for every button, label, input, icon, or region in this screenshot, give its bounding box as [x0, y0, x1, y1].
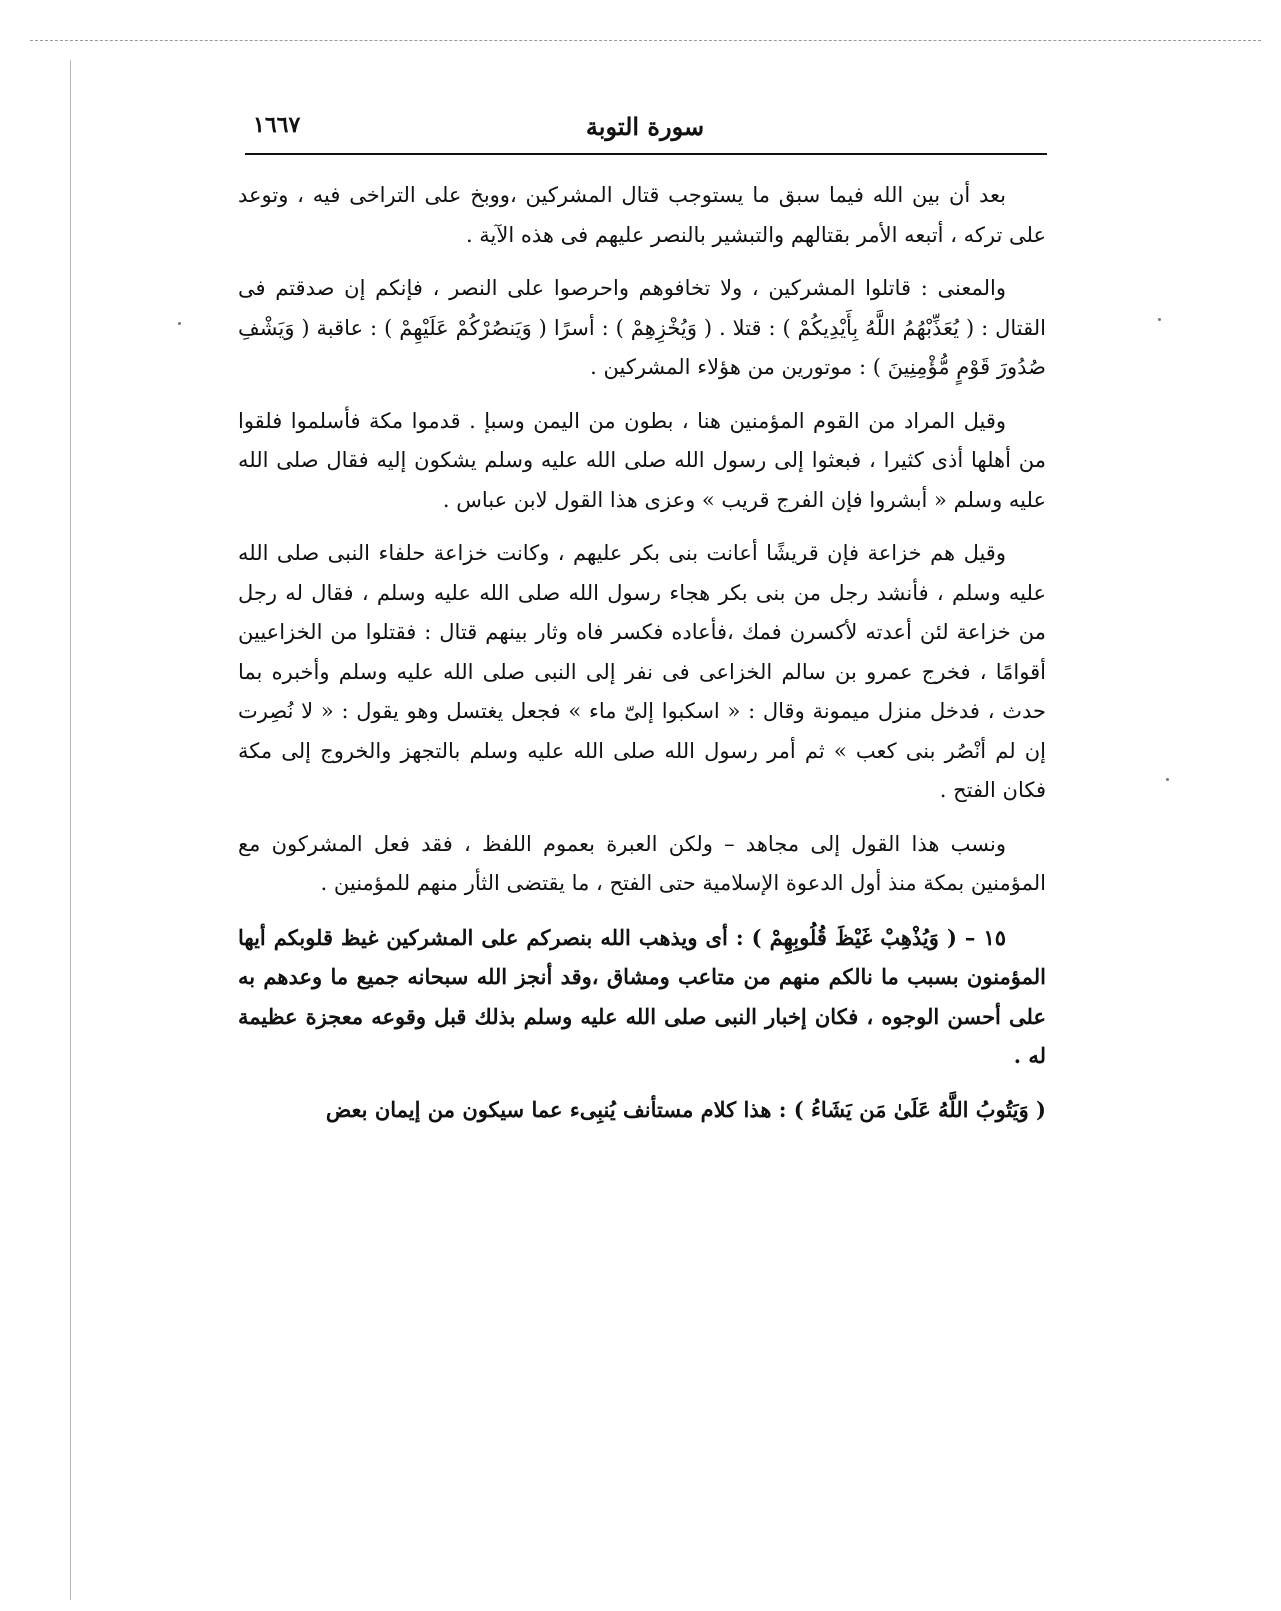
paragraph: والمعنى : قاتلوا المشركين ، ولا تخافوهم واحرصوا على النصر ، فإنكم إن صدقتم فى القتال : ( يُعَذِّبْهُمُ اللَّهُ بِأَيْدِيكُمْ ) : قتلا . ( وَيُخْزِهِمْ ) : أسرًا ( وَيَنصُرْكُمْ عَلَيْهِمْ ) : عاقبة ( وَيَشْفِ صُدُورَ قَوْمٍ مُّؤْمِنِينَ ) : موتورين من هؤلاء المشركين .: [238, 276, 1046, 379]
scan-speck: [1158, 318, 1161, 321]
paragraph: بعد أن بين الله فيما سبق ما يستوجب قتال المشركين ،ووبخ على التراخى فيه ، وتوعد على تركه ، أتبعه الأمر بقتالهم والتبشير بالنصر عليهم فى هذه الآية .: [238, 183, 1046, 247]
page-title: سورة التوبة: [585, 112, 705, 141]
page-header: [245, 108, 1045, 154]
paragraph-continued: ( وَيَتُوبُ اللَّهُ عَلَىٰ مَن يَشَاءُ ) : هذا كلام مستأنف يُنبِىء عما سيكون من إيمان بعض: [325, 1096, 1046, 1122]
header-rule: [245, 153, 1047, 155]
scan-speck: [178, 322, 181, 325]
paragraph: وقيل هم خزاعة فإن قريشًا أعانت بنى بكر عليهم ، وكانت خزاعة حلفاء النبى صلى الله عليه وسلم ، فأنشد رجل من بنى بكر هجاء رسول الله صلى الله عليه وسلم ، فقال له رجل من خزاعة لئن أعدته لأكسرن فمك ،فأعاده فكسر فاه وثار بينهم قتال : فقتلوا من الخزاعيين أقوامًا ، فخرج عمرو بن سالم الخزاعى فى نفر إلى النبى صلى الله عليه وسلم وأخبره بما حدث ، فدخل منزل ميمونة وقال : « اسكبوا إلىّ ماء » فجعل يغتسل وهو يقول : « لا نُصِرت إن لم أنْصُر بنى كعب » ثم أمر رسول الله صلى الله عليه وسلم بالتجهز والخروج إلى مكة فكان الفتح .: [238, 541, 1046, 802]
paragraph: وقيل المراد من القوم المؤمنين هنا ، بطون من اليمن وسبإ . قدموا مكة فأسلموا فلقوا من أهلها أذى كثيرا ، فبعثوا إلى رسول الله صلى الله عليه وسلم يشكون إليه فقال صلى الله عليه وسلم « أبشروا فإن الفرج قريب » وعزى هذا القول لابن عباس .: [238, 408, 1046, 512]
paragraph-verse-15: ١٥ – ( وَيُذْهِبْ غَيْظَ قُلُوبِهِمْ ) : أى ويذهب الله بنصركم على المشركين غيظ قلوبكم أيها المؤمنون بسبب ما نالكم منهم من متاعب ومشاق ،وقد أنجز الله سبحانه جميع ما وعدهم به على أحسن الوجوه ، فكان إخبار النبى صلى الله عليه وسلم بذلك قبل وقوعه معجزة عظيمة له .: [238, 924, 1046, 1068]
paragraph: ونسب هذا القول إلى مجاهد – ولكن العبرة بعموم اللفظ ، فقد فعل المشركون مع المؤمنين بمكة منذ أول الدعوة الإسلامية حتى الفتح ، ما يقتضى الثأر منهم للمؤمنين .: [238, 831, 1046, 895]
page-body: [238, 176, 1046, 1143]
scan-margin-line: [70, 60, 71, 1600]
scan-speck: [1166, 778, 1169, 781]
page-number: ١٦٦٧: [253, 112, 301, 138]
scan-edge-rule: [30, 40, 1261, 41]
